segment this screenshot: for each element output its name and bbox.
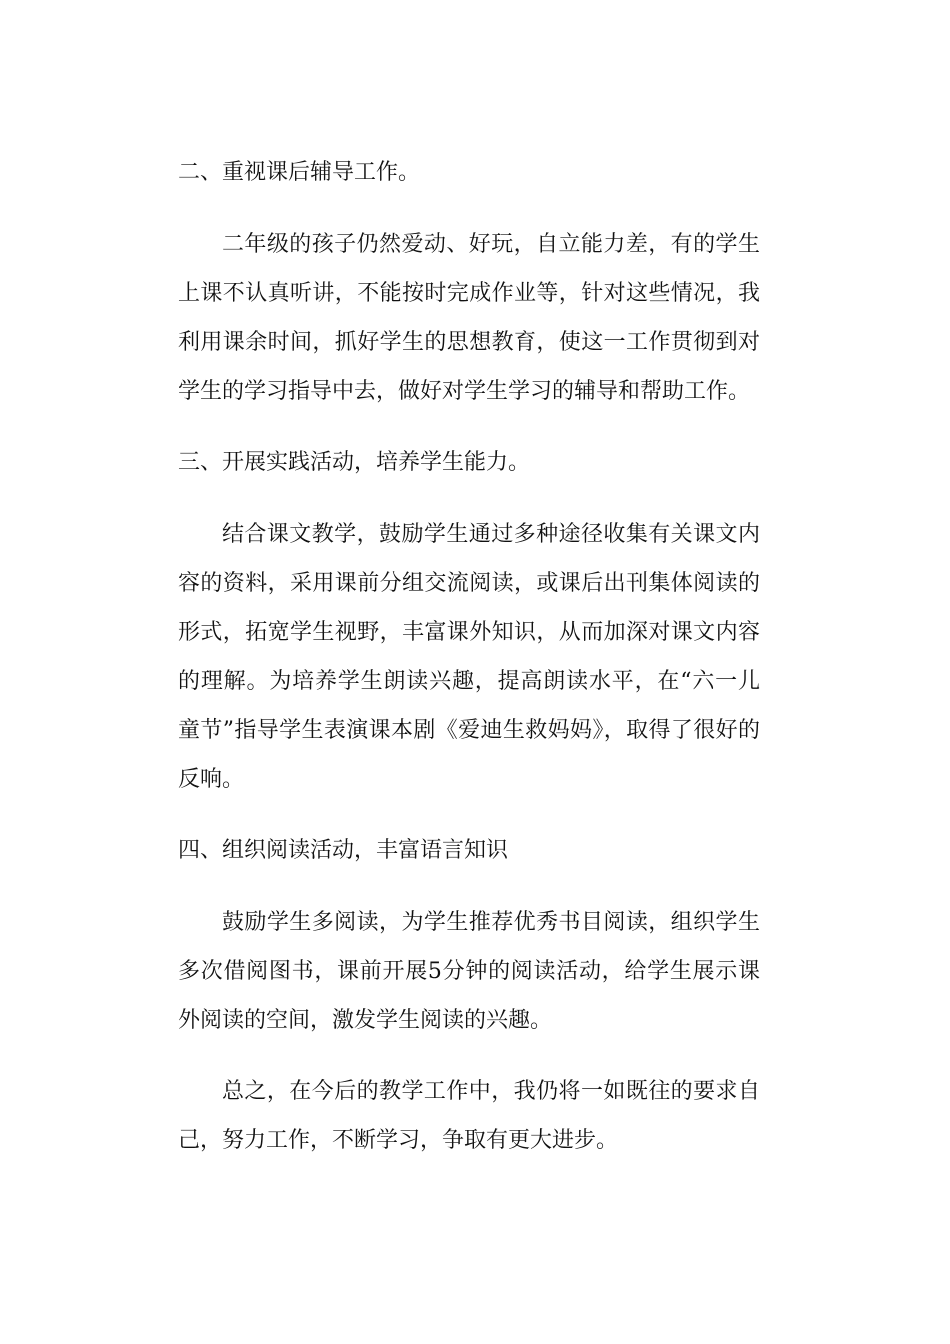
section-paragraph-3: 结合课文教学，鼓励学生通过多种途径收集有关课文内容的资料，采用课前分组交流阅读，或课后出刊集体阅读的形式，拓宽学生视野，丰富课外知识，从而加深对课文内容的理解。为培养学生朗读兴趣，提高朗读水平，在“六一儿童节”指导学生表演课本剧《爱迪生救妈妈》，取得了很好的反响。 xyxy=(178,522,760,792)
conclusion-paragraph: 总之，在今后的教学工作中，我仍将一如既往的要求自己，努力工作，不断学习，争取有更大进步。 xyxy=(178,1079,760,1153)
section-heading-3: 三、开展实践活动，培养学生能力。 xyxy=(178,450,531,475)
section-paragraph-4: 鼓励学生多阅读，为学生推荐优秀书目阅读，组织学生多次借阅图书，课前开展5分钟的阅读活动，给学生展示课外阅读的空间，激发学生阅读的兴趣。 xyxy=(178,910,760,1033)
section-paragraph-2: 二年级的孩子仍然爱动、好玩，自立能力差，有的学生上课不认真听讲，不能按时完成作业等，针对这些情况，我利用课余时间，抓好学生的思想教育，使这一工作贯彻到对学生的学习指导中去，做好对学生学习的辅导和帮助工作。 xyxy=(178,232,760,404)
section-heading-4: 四、组织阅读活动，丰富语言知识 xyxy=(178,838,509,863)
document-body xyxy=(178,148,760,1165)
section-heading-2: 二、重视课后辅导工作。 xyxy=(178,160,421,185)
